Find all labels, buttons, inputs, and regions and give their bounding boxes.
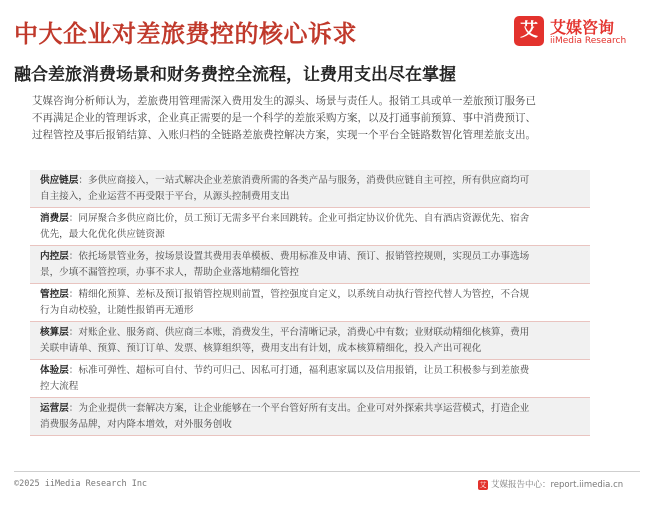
layer-text: 景，少填不漏管控项，办事不求人，帮助企业落地精细化管控 [40, 266, 300, 278]
layer-text: 优先，最大化优化供应链资源 [40, 228, 165, 240]
layer-experience [30, 360, 590, 398]
layer-text: 消费服务品牌，对内降本增效，对外服务创收 [40, 418, 232, 430]
brand-name-en: iiMedia Research [550, 36, 627, 46]
layer-label: 消费层 [40, 213, 69, 224]
brand-name-cn: 艾媒咨询 [550, 18, 615, 37]
layer-operation [30, 398, 590, 436]
layer-text: 行为自动校验，让随性报销再无遁形 [40, 304, 194, 316]
iimedia-logo-icon: 艾 [479, 480, 487, 489]
layer-internal-control [30, 246, 590, 284]
layer-label: 内控层 [40, 251, 69, 262]
layer-text: ：精细化预算、差标及预订报销管控规则前置，管控强度自定义，以系统自动执行管控代替人为管控，不合规 [68, 289, 530, 300]
page-title: 中大企业对差旅费控的核心诉求 [14, 20, 357, 48]
layer-supply-chain [30, 170, 590, 208]
layer-label: 核算层 [40, 327, 69, 338]
layer-text: ：为企业提供一套解决方案，让企业能够在一个平台管好所有支出。企业可对外探索共享运营模式，打造企业 [68, 403, 530, 414]
layer-list [30, 170, 590, 436]
layer-text: 控大流程 [40, 380, 79, 392]
layer-text: ：标准可弹性、超标可自付、节约可归己、因私可打通，福利惠家属以及信用报销，让员工积极参与到差旅费 [68, 365, 530, 376]
layer-label: 管控层 [40, 289, 69, 300]
layer-text: ：依托场景管业务，按场景设置其费用表单模板、费用标准及申请、预订、报销管控规则，实现员工办事选场 [68, 251, 530, 262]
layer-label: 运营层 [40, 403, 69, 414]
layer-text: ：多供应商接入，一站式解决企业差旅消费所需的各类产品与服务，消费供应链自主可控，所有供应商均可 [78, 175, 530, 186]
layer-label: 体验层 [40, 365, 69, 376]
intro-line: 艾媒咨询分析师认为，差旅费用管理需深入费用发生的源头、场景与责任人。报销工具或单一差旅预订服务已 [32, 95, 536, 107]
footer-divider [14, 471, 640, 472]
intro-line: 不再满足企业的管理诉求，企业真正需要的是一个科学的差旅采购方案，以及打通事前预算、事中消费预订、 [32, 112, 536, 124]
intro-line: 过程管控及事后报销结算、入账归档的全链路差旅费控解决方案，实现一个平台全链路数智化管理差旅支出。 [32, 129, 536, 141]
layer-consumption [30, 208, 590, 246]
intro-paragraph [32, 93, 627, 144]
brand-logo-icon: 艾 [514, 16, 544, 46]
layer-text: ：同屏聚合多供应商比价，员工预订无需多平台来回跳转。企业可指定协议价优先、自有酒店资源优先、宿舍 [68, 213, 530, 224]
layer-text: 自主接入，企业运营不再受限于平台，从源头控制费用支出 [40, 190, 290, 202]
footer-source [478, 478, 623, 490]
layer-text: 关联申请单、预算、预订订单、发票、核算组织等，费用支出有计划，成本核算精细化，投入产出可视化 [40, 342, 482, 354]
footer-source-text: 艾媒报告中心：report.iimedia.cn [491, 480, 624, 490]
brand-logo [514, 12, 644, 52]
layer-accounting [30, 322, 590, 360]
footer-copyright: ©2025 iiMedia Research Inc [14, 479, 148, 489]
page-subtitle: 融合差旅消费场景和财务费控全流程，让费用支出尽在掌握 [14, 65, 456, 85]
layer-text: ：对账企业、服务商、供应商三本账，消费发生，平台清晰记录，消费心中有数；业财联动精细化核算，费用 [68, 327, 530, 338]
layer-control [30, 284, 590, 322]
layer-label: 供应链层 [40, 175, 79, 186]
